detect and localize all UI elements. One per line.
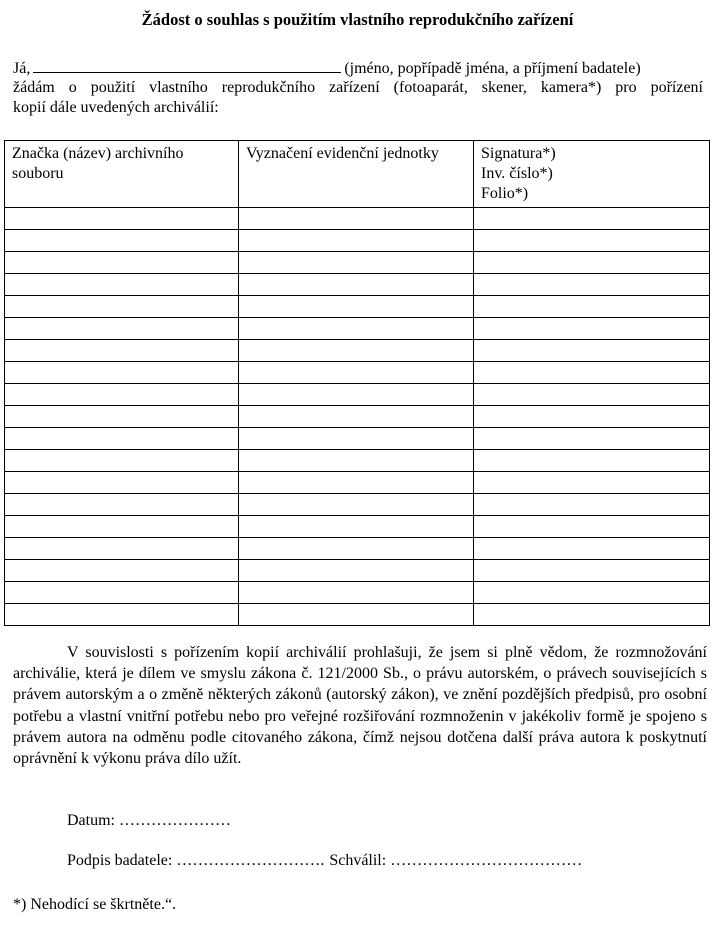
table-cell[interactable] xyxy=(239,274,474,296)
table-cell[interactable] xyxy=(474,406,710,428)
archival-records-table xyxy=(4,140,710,626)
header-folio: Folio*) xyxy=(481,185,529,202)
table-cell[interactable] xyxy=(474,274,710,296)
table-row xyxy=(5,582,710,604)
table-cell[interactable] xyxy=(239,494,474,516)
table-cell[interactable] xyxy=(5,472,239,494)
table-cell[interactable] xyxy=(239,384,474,406)
table-cell[interactable] xyxy=(5,296,239,318)
header-unit: Vyznačení evidenční jednotky xyxy=(239,141,474,208)
table-cell[interactable] xyxy=(474,340,710,362)
table-row xyxy=(5,428,710,450)
table-row xyxy=(5,384,710,406)
table-cell[interactable] xyxy=(474,208,710,230)
intro-prefix: Já, xyxy=(13,60,31,77)
table-cell[interactable] xyxy=(239,538,474,560)
table-row xyxy=(5,560,710,582)
declaration-paragraph xyxy=(13,642,707,769)
table-cell[interactable] xyxy=(239,208,474,230)
table-row xyxy=(5,340,710,362)
table-cell[interactable] xyxy=(5,274,239,296)
table-cell[interactable] xyxy=(5,516,239,538)
header-signatura: Signatura*) xyxy=(481,145,556,162)
intro-line-2: žádám o použití vlastního reprodukčního zařízení (fotoaparát, skener, kamera*) pro pořízení xyxy=(13,79,703,96)
table-row xyxy=(5,318,710,340)
table-row xyxy=(5,494,710,516)
table-cell[interactable] xyxy=(474,296,710,318)
table-row xyxy=(5,362,710,384)
table-cell[interactable] xyxy=(474,516,710,538)
table-row xyxy=(5,230,710,252)
applicant-line xyxy=(13,58,641,78)
header-inv-cislo: Inv. číslo*) xyxy=(481,165,553,182)
intro-suffix: (jméno, popřípadě jména, a příjmení badatele) xyxy=(344,60,641,77)
header-signature xyxy=(474,141,710,208)
table-cell[interactable] xyxy=(239,582,474,604)
table-cell[interactable] xyxy=(474,582,710,604)
table-cell[interactable] xyxy=(5,318,239,340)
table-cell[interactable] xyxy=(5,252,239,274)
table-cell[interactable] xyxy=(239,450,474,472)
table-cell[interactable] xyxy=(5,560,239,582)
table-cell[interactable] xyxy=(239,604,474,626)
table-cell[interactable] xyxy=(239,406,474,428)
table-cell[interactable] xyxy=(239,318,474,340)
table-cell[interactable] xyxy=(239,516,474,538)
table-cell[interactable] xyxy=(474,428,710,450)
footnote: *) Nehodící se škrtněte.“. xyxy=(13,896,177,913)
table-cell[interactable] xyxy=(474,472,710,494)
table-cell[interactable] xyxy=(5,538,239,560)
table-cell[interactable] xyxy=(239,296,474,318)
table-cell[interactable] xyxy=(474,318,710,340)
table-cell[interactable] xyxy=(239,428,474,450)
form-title: Žádost o souhlas s použitím vlastního reprodukčního zařízení xyxy=(141,10,574,29)
table-row xyxy=(5,516,710,538)
table-row xyxy=(5,538,710,560)
approved-field[interactable]: Schválil: ……………………………… xyxy=(329,852,583,869)
table-cell[interactable] xyxy=(5,406,239,428)
table-cell[interactable] xyxy=(5,208,239,230)
table-cell[interactable] xyxy=(5,230,239,252)
table-row xyxy=(5,472,710,494)
declaration-text: V souvislosti s pořízením kopií archiválií prohlašuji, že jsem si plně vědom, že rozmnožování archiválie, která je dílem ve smyslu zákona č. 121/2000 Sb., o právu autorském, o právech souvisejících s právem autorským a o změně některých zákonů (autorský zákon), ve znění pozdějších předpisů, pro osobní potřebu a vlastní vnitřní potřebu nebo pro veřejné rozšiřování rozmnoženin v jakékoliv formě je spojeno s právem autora na odměnu podle citovaného zákona, čímž nejsou dotčena další práva autora k poskytnutí oprávnění k výkonu práva dílo užít. xyxy=(13,644,707,768)
table-cell[interactable] xyxy=(5,362,239,384)
table-row xyxy=(5,406,710,428)
table-cell[interactable] xyxy=(474,384,710,406)
table-cell[interactable] xyxy=(474,362,710,384)
signature-field[interactable]: Podpis badatele: ………………………. xyxy=(67,852,325,869)
table-row xyxy=(5,450,710,472)
table-cell[interactable] xyxy=(5,582,239,604)
table-row xyxy=(5,274,710,296)
table-cell[interactable] xyxy=(239,340,474,362)
table-row xyxy=(5,604,710,626)
table-cell[interactable] xyxy=(239,252,474,274)
header-fond: Značka (název) archivního souboru xyxy=(5,141,239,208)
table-cell[interactable] xyxy=(474,450,710,472)
table-cell[interactable] xyxy=(474,604,710,626)
table-cell[interactable] xyxy=(5,428,239,450)
applicant-name-field[interactable] xyxy=(33,58,341,73)
table-row xyxy=(5,208,710,230)
table-cell[interactable] xyxy=(5,604,239,626)
signature-line xyxy=(67,852,582,870)
table-cell[interactable] xyxy=(5,494,239,516)
table-cell[interactable] xyxy=(5,384,239,406)
table-cell[interactable] xyxy=(474,560,710,582)
table-row xyxy=(5,296,710,318)
table-cell[interactable] xyxy=(5,450,239,472)
date-line[interactable]: Datum: ………………… xyxy=(67,812,231,829)
table-cell[interactable] xyxy=(474,252,710,274)
intro-line-3: kopií dále uvedených archiválií: xyxy=(13,99,219,116)
table-header-row xyxy=(5,141,710,208)
table-cell[interactable] xyxy=(474,494,710,516)
table-cell[interactable] xyxy=(5,340,239,362)
table-cell[interactable] xyxy=(239,560,474,582)
table-cell[interactable] xyxy=(239,362,474,384)
table-cell[interactable] xyxy=(239,472,474,494)
table-cell[interactable] xyxy=(239,230,474,252)
table-row xyxy=(5,252,710,274)
table-cell[interactable] xyxy=(474,230,710,252)
table-cell[interactable] xyxy=(474,538,710,560)
